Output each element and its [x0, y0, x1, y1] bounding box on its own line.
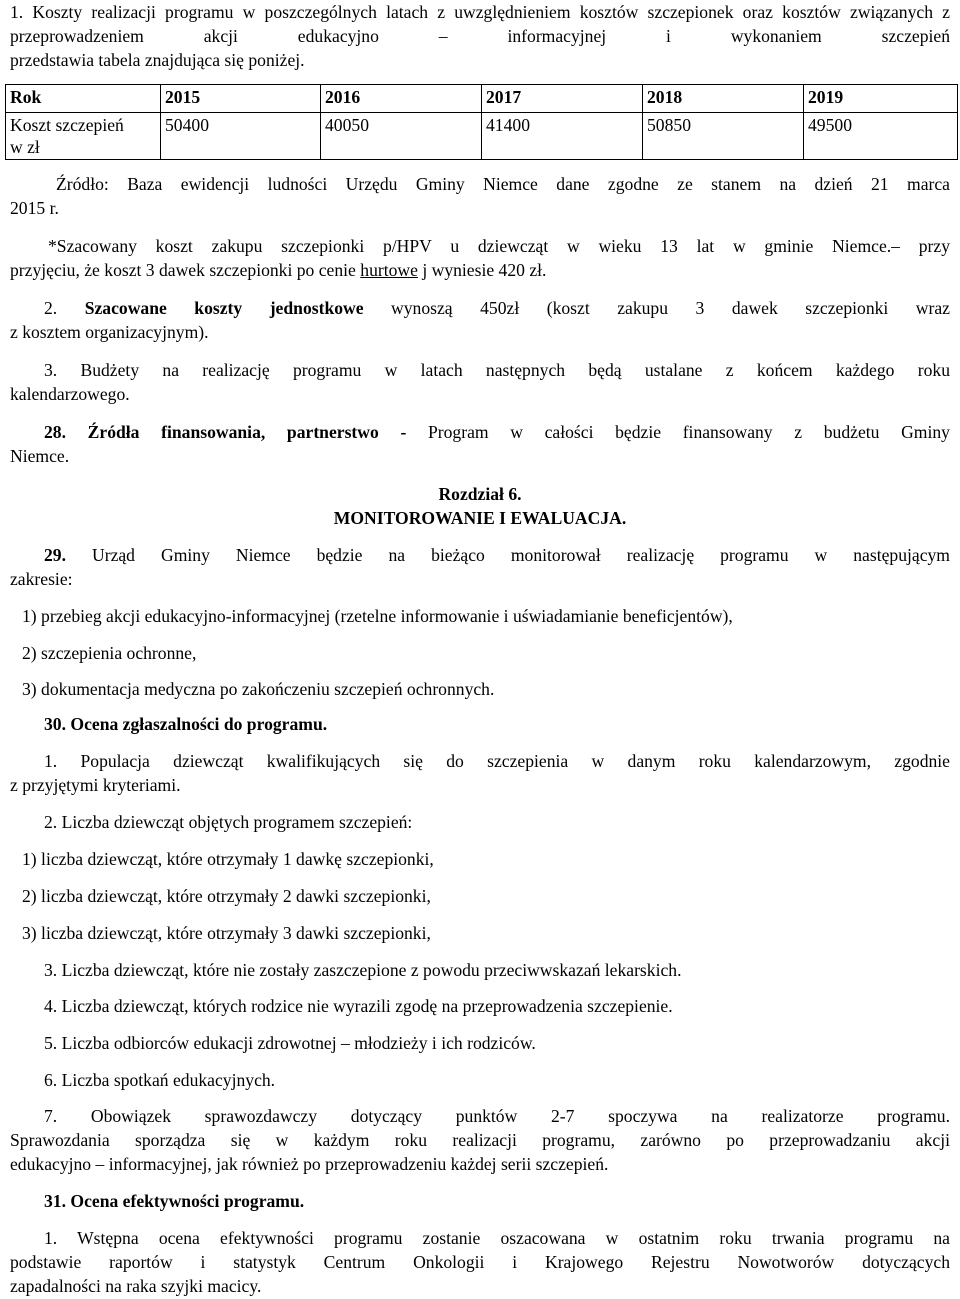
point-2-line [10, 296, 950, 320]
section-31-text-2: podstawie raportów i statystyk Centrum Onkologii i Krajowego Rejestru Nowotworów dotyczących [10, 1252, 950, 1272]
section-31-text: 1. Wstępna ocena efektywności programu zostanie oszacowana w ostatnim roku trwania programu na [44, 1228, 950, 1248]
section-31-heading-text: 31. Ocena efektywności programu. [44, 1191, 305, 1211]
section-28-text-2: Niemce. [10, 446, 70, 466]
source-line [10, 172, 950, 196]
list-item [10, 921, 950, 945]
section-30-p7-line-3 [10, 1152, 950, 1176]
list-item [10, 1031, 950, 1055]
table-header-cell: Rok [6, 85, 161, 113]
list-item-text: 1) liczba dziewcząt, które otrzymały 1 dawkę szczepionki, [22, 849, 434, 869]
point-2-number: 2. [44, 298, 85, 318]
section-30-heading [10, 712, 950, 736]
point-2-bold: Szacowane koszty jednostkowe [84, 298, 364, 318]
note-text-2b: j wyniesie 420 zł. [417, 260, 547, 280]
section-30-p2 [10, 810, 950, 834]
table-header-row [6, 85, 958, 113]
table-row [6, 113, 958, 160]
list-item-text: 2) szczepienia ochronne, [22, 643, 197, 663]
note-line [10, 234, 950, 258]
section-31-line [10, 1226, 950, 1250]
note-text: *Szacowany koszt zakupu szczepionki p/HPV u dziewcząt w wieku 13 lat w gminie Niemce.– przy [48, 236, 950, 256]
source-line-2 [10, 196, 950, 220]
list-item [10, 1068, 950, 1092]
table-header-cell: 2017 [482, 85, 643, 113]
source-text-2: 2015 r. [10, 198, 59, 218]
table-header-cell: 2018 [643, 85, 804, 113]
point-3-text-2: kalendarzowego. [10, 384, 130, 404]
point-3-line [10, 358, 950, 382]
point-3-text: 3. Budżety na realizację programu w latach następnych będą ustalane z końcem każdego roku [44, 360, 950, 380]
intro-last-text: przedstawia tabela znajdująca się poniżej. [10, 50, 305, 70]
list-item-text: 3) dokumentacja medyczna po zakończeniu szczepień ochronnych. [22, 679, 495, 699]
intro-text: 1. Koszty realizacji programu w poszczególnych latach z uwzględnieniem kosztów szczepionek oraz kosztów związanych z przeprowadzeniem akcji edukacyjno – informacyjnej i wykonaniem szczepień [10, 2, 950, 46]
note-underlined-word: hurtowe [360, 260, 418, 280]
list-item-text: 3. Liczba dziewcząt, które nie zostały zaszczepione z powodu przeciwwskazań lekarskich. [44, 960, 682, 980]
section-29-line-2 [10, 567, 950, 591]
section-30-p7-text-3: edukacyjno – informacyjnej, jak również po przeprowadzeniu każdej serii szczepień. [10, 1154, 609, 1174]
table-row-label: Koszt szczepień w zł [6, 113, 161, 160]
point-2-rest: wynoszą 450zł (koszt zakupu 3 dawek szczepionki wraz [363, 298, 950, 318]
section-30-p7-text-2: Sprawozdania sporządza się w każdym roku realizacji programu, zarówno po przeprowadzaniu akcji [10, 1130, 950, 1150]
chapter-title-text: Rozdział 6. [438, 484, 522, 504]
list-item [10, 604, 950, 628]
section-29-number: 29. [44, 545, 92, 565]
note-text-2a: przyjęciu, że koszt 3 dawek szczepionki po cenie [10, 260, 361, 280]
list-item-text: 6. Liczba spotkań edukacyjnych. [44, 1070, 276, 1090]
chapter-subtitle-text: MONITOROWANIE I EWALUACJA. [333, 508, 627, 528]
table-cell: 49500 [804, 113, 958, 160]
section-30-p2-text: 2. Liczba dziewcząt objętych programem szczepień: [44, 812, 413, 832]
section-30-p1-text-2: z przyjętymi kryteriami. [10, 775, 181, 795]
section-29-text: Urząd Gminy Niemce będzie na bieżąco monitorował realizację programu w następującym [92, 545, 950, 565]
section-30-p7 [10, 1104, 950, 1128]
list-item [10, 884, 950, 908]
list-item-text: 1) przebieg akcji edukacyjno-informacyjnej (rzetelne informowanie i uświadamianie beneficjentów), [22, 606, 733, 626]
table-cell: 41400 [482, 113, 643, 160]
note-line-2 [10, 258, 950, 282]
list-item-text: 2) liczba dziewcząt, które otrzymały 2 dawki szczepionki, [22, 886, 431, 906]
table-cell: 50400 [161, 113, 321, 160]
section-29-text-2: zakresie: [10, 569, 73, 589]
point-2-text-2: z kosztem organizacyjnym). [10, 322, 209, 342]
intro-last-line [10, 48, 950, 72]
list-item [10, 847, 950, 871]
section-30-p1 [10, 749, 950, 773]
section-28-heading: 28. Źródła finansowania, partnerstwo - [44, 422, 428, 442]
section-31-line-3 [10, 1274, 950, 1298]
point-3-line-2 [10, 382, 950, 406]
costs-table [5, 84, 958, 160]
section-30-p7-line-2 [10, 1128, 950, 1152]
chapter-subtitle [10, 506, 950, 530]
section-30-p7-text: 7. Obowiązek sprawozdawczy dotyczący punktów 2-7 spoczywa na realizatorze programu. [44, 1106, 950, 1126]
list-item [10, 677, 950, 701]
list-item [10, 641, 950, 665]
section-30-p1-line-2 [10, 773, 950, 797]
source-text: Źródło: Baza ewidencji ludności Urzędu Gminy Niemce dane zgodne ze stanem na dzień 21 marca [56, 174, 950, 194]
section-31-text-3: zapadalności na raka szyjki macicy. [10, 1276, 262, 1296]
table-cell: 40050 [321, 113, 482, 160]
list-item-text: 3) liczba dziewcząt, które otrzymały 3 dawki szczepionki, [22, 923, 431, 943]
list-item [10, 994, 950, 1018]
list-item-text: 5. Liczba odbiorców edukacji zdrowotnej – młodzieży i ich rodziców. [44, 1033, 536, 1053]
section-30-p1-text: 1. Populacja dziewcząt kwalifikujących się do szczepienia w danym roku kalendarzowym, zgodnie [44, 751, 950, 771]
table-header-cell: 2015 [161, 85, 321, 113]
point-2-line-2 [10, 320, 950, 344]
table-header-cell: 2016 [321, 85, 482, 113]
section-30-heading-text: 30. Ocena zgłaszalności do programu. [44, 714, 328, 734]
section-31-heading [10, 1189, 950, 1213]
list-item [10, 958, 950, 982]
section-28-line [10, 420, 950, 444]
intro-paragraph [10, 0, 950, 48]
list-item-text: 4. Liczba dziewcząt, których rodzice nie wyrazili zgodę na przeprowadzenia szczepienie. [44, 996, 673, 1016]
section-28-text: Program w całości będzie finansowany z budżetu Gminy [427, 422, 950, 442]
section-31-line-2 [10, 1250, 950, 1274]
section-29-line [10, 543, 950, 567]
table-cell: 50850 [643, 113, 804, 160]
table-header-cell: 2019 [804, 85, 958, 113]
section-28-line-2 [10, 444, 950, 468]
chapter-title [10, 482, 950, 506]
